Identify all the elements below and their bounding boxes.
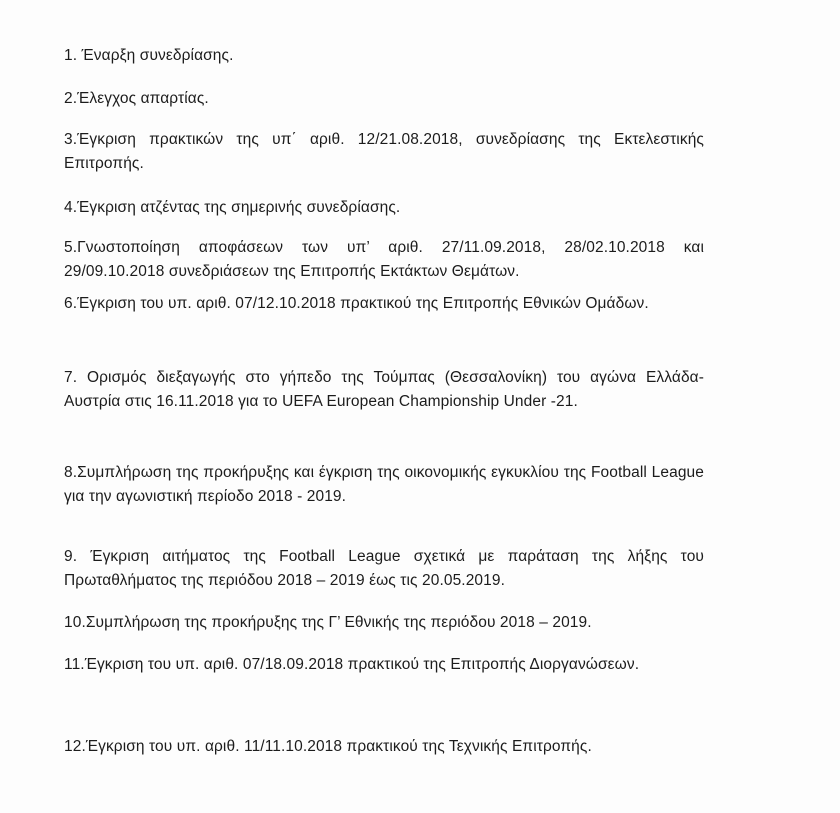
agenda-item-10: 10.Συμπλήρωση της προκήρυξης της Γ’ Εθνικής της περιόδου 2018 – 2019. [64, 614, 592, 631]
agenda-item-8: 8.Συμπλήρωση της προκήρυξης και έγκριση της οικονομικής εγκυκλίου της Football League για την αγωνιστική περίοδο 2018 - 2019. [64, 464, 704, 505]
agenda-item-1: 1. Έναρξη συνεδρίασης. [64, 47, 234, 64]
agenda-item-4: 4.Έγκριση ατζέντας της σημερινής συνεδρίασης. [64, 199, 401, 216]
agenda-item-11: 11.Έγκριση του υπ. αριθ. 07/18.09.2018 πρακτικού της Επιτροπής Διοργανώσεων. [64, 656, 640, 673]
agenda-item-5: 5.Γνωστοποίηση αποφάσεων των υπ’ αριθ. 27/11.09.2018, 28/02.10.2018 και 29/09.10.2018 συνεδριάσεων της Επιτροπής Εκτάκτων Θεμάτων. [64, 239, 704, 280]
agenda-item-6: 6.Έγκριση του υπ. αριθ. 07/12.10.2018 πρακτικού της Επιτροπής Εθνικών Ομάδων. [64, 295, 649, 312]
agenda-item-12: 12.Έγκριση του υπ. αριθ. 11/11.10.2018 πρακτικού της Τεχνικής Επιτροπής. [64, 738, 592, 755]
agenda-item-7: 7. Ορισμός διεξαγωγής στο γήπεδο της Τούμπας (Θεσσαλονίκη) του αγώνα Ελλάδα-Αυστρία στις 16.11.2018 για το UEFA European Championship Under -21. [64, 369, 704, 410]
agenda-item-3: 3.Έγκριση πρακτικών της υπ΄ αριθ. 12/21.08.2018, συνεδρίασης της Εκτελεστικής Επιτροπής. [64, 131, 704, 172]
agenda-item-2: 2.Έλεγχος απαρτίας. [64, 90, 209, 107]
agenda-item-9: 9. Έγκριση αιτήματος της Football League σχετικά με παράταση της λήξης του Πρωταθλήματος της περιόδου 2018 – 2019 έως τις 20.05.2019. [64, 548, 704, 589]
